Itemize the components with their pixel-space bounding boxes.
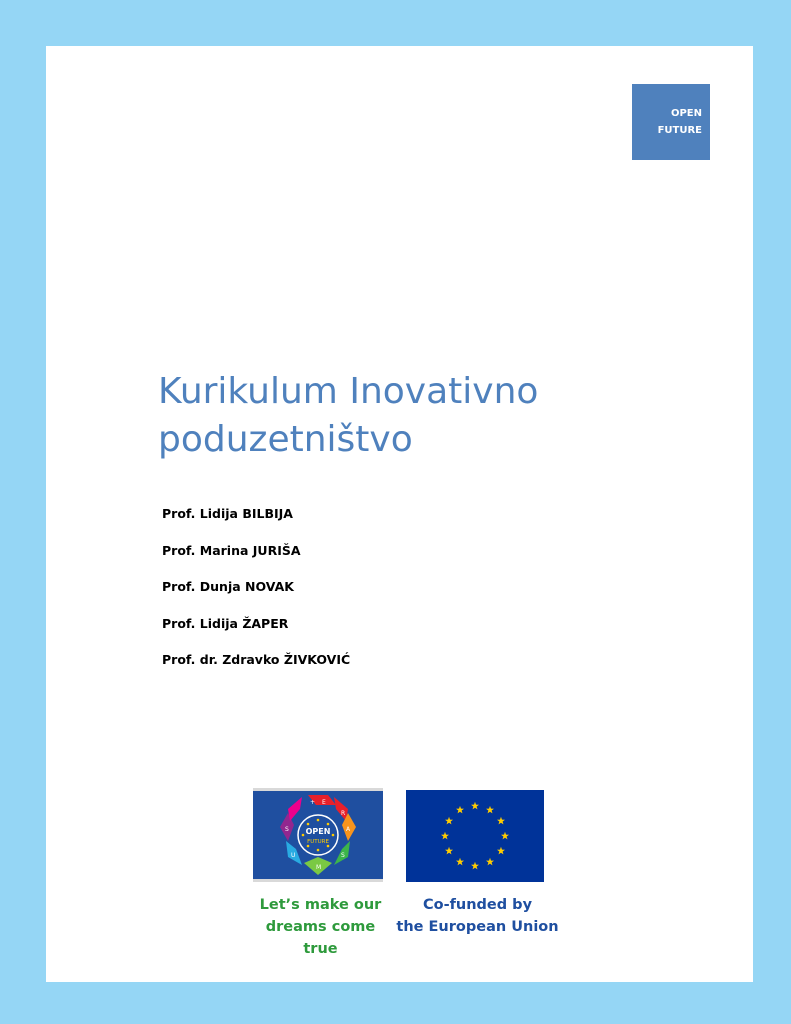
eu-star-icon bbox=[471, 802, 479, 810]
slogan-right-line1: Co-funded by bbox=[422, 897, 533, 913]
wheel-letter: A bbox=[346, 826, 351, 833]
eu-star-icon bbox=[486, 858, 494, 866]
wheel-letter: M bbox=[316, 864, 322, 871]
wheel-letter: S bbox=[341, 852, 345, 859]
badge-line1: OPEN bbox=[670, 108, 702, 119]
eu-star-icon bbox=[456, 806, 464, 814]
wheel-letter: + bbox=[310, 799, 316, 806]
author-item: Prof. Lidija BILBIJA bbox=[162, 506, 293, 521]
slogan-left-line2: dreams come true bbox=[265, 919, 376, 957]
eu-star-icon bbox=[456, 858, 464, 866]
title-line2: poduzetništvo bbox=[158, 419, 413, 460]
slogan-left-line1: Let’s make our bbox=[259, 897, 382, 913]
author-item: Prof. Dunja NOVAK bbox=[162, 579, 294, 594]
logo-center-text: OPEN bbox=[305, 827, 331, 836]
author-item: Prof. Lidija ŽAPER bbox=[162, 615, 289, 631]
slogan-left bbox=[248, 894, 393, 960]
document-page bbox=[46, 46, 753, 982]
eu-flag-logo bbox=[406, 790, 544, 882]
slogan-right bbox=[395, 894, 560, 938]
eu-star-icon bbox=[441, 832, 449, 840]
wheel-letter: R bbox=[341, 810, 346, 817]
eu-star-icon bbox=[501, 832, 509, 840]
erasmus-wheel-icon bbox=[253, 791, 383, 879]
wheel-letter: E bbox=[322, 799, 326, 806]
eu-star-icon bbox=[445, 817, 453, 825]
eu-star-icon bbox=[497, 847, 505, 855]
badge-line2: FUTURE bbox=[657, 125, 702, 136]
erasmus-open-future-logo bbox=[253, 788, 383, 882]
eu-star-icon bbox=[486, 806, 494, 814]
author-item: Prof. Marina JURIŠA bbox=[162, 542, 301, 558]
wheel-letter: U bbox=[291, 852, 296, 859]
slogan-right-line2: the European Union bbox=[396, 919, 559, 935]
title-line1: Kurikulum Inovativno bbox=[158, 371, 539, 412]
wheel-letter: S bbox=[285, 826, 289, 833]
open-future-badge bbox=[632, 84, 710, 160]
eu-stars-icon bbox=[406, 790, 544, 882]
eu-star-icon bbox=[445, 847, 453, 855]
document-title bbox=[158, 368, 638, 464]
eu-star-icon bbox=[471, 862, 479, 870]
eu-star-icon bbox=[497, 817, 505, 825]
authors-list bbox=[162, 506, 350, 689]
logo-center-sub: FUTURE bbox=[307, 839, 329, 845]
author-item: Prof. dr. Zdravko ŽIVKOVIĆ bbox=[162, 652, 351, 667]
